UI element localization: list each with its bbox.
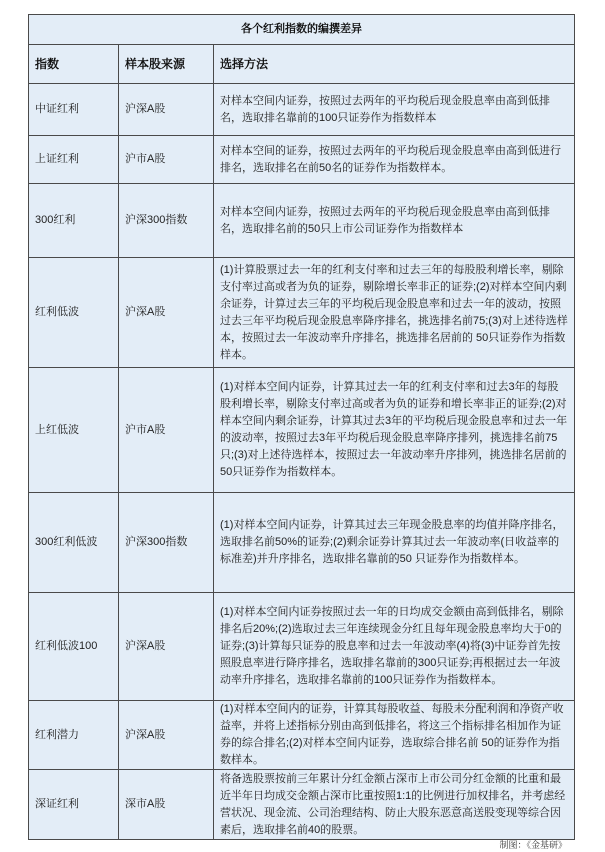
index-name: 红利低波100: [29, 593, 119, 701]
table-row: [29, 770, 575, 840]
table-row: [29, 368, 575, 493]
index-name: 深证红利: [29, 770, 119, 840]
sample-source: 沪深300指数: [119, 184, 214, 258]
table-row: [29, 593, 575, 701]
sample-source: 深市A股: [119, 770, 214, 840]
table-row: [29, 701, 575, 770]
sample-source: 沪深A股: [119, 84, 214, 136]
table-row: [29, 84, 575, 136]
header-row: [29, 45, 575, 84]
index-comparison-table: [28, 14, 575, 840]
selection-method: 对样本空间的证券，按照过去两年的平均税后现金股息率由高到低进行排名，选取排名在前50名的证券作为指数样本。: [214, 136, 575, 184]
selection-method: 对样本空间内证券，按照过去两年的平均税后现金股息率由高到低排名，选取排名前的50只上市公司证券作为指数样本: [214, 184, 575, 258]
index-name: 300红利低波: [29, 493, 119, 593]
table-title: 各个红利指数的编撰差异: [29, 15, 575, 45]
sample-source: 沪市A股: [119, 368, 214, 493]
index-name: 中证红利: [29, 84, 119, 136]
selection-method: (1)计算股票过去一年的红利支付率和过去三年的每股股利增长率，剔除支付率过高或者为负的证券，剔除增长率非正的证券;(2)对样本空间内剩余证券，计算过去三年的平均税后现金股息率和过去一年的波动，按照过去三年平均税后现金股息率降序排名，挑选排名前75;(3)对上述待选样本，按照过去一年波动率升序排名，挑选排名居前的 50只证券作为指数样本。: [214, 258, 575, 368]
table-row: [29, 184, 575, 258]
header-method: 选择方法: [214, 45, 575, 84]
index-name: 上红低波: [29, 368, 119, 493]
index-name: 300红利: [29, 184, 119, 258]
selection-method: 将备选股票按前三年累计分红金额占深市上市公司分红金额的比重和最近半年日均成交金额占深市比重按照1:1的比例进行加权排名，并考虑经营状况、现金流、公司治理结构、防止大股东恶意高送股变现等综合因素后，选取排名前40的股票。: [214, 770, 575, 840]
index-name: 红利潜力: [29, 701, 119, 770]
header-index: 指数: [29, 45, 119, 84]
sample-source: 沪深300指数: [119, 493, 214, 593]
header-source: 样本股来源: [119, 45, 214, 84]
table-row: [29, 136, 575, 184]
chart-credit: 制图：《金基研》: [499, 840, 567, 850]
table-row: [29, 258, 575, 368]
sample-source: 沪深A股: [119, 593, 214, 701]
selection-method: (1)对样本空间内证券按照过去一年的日均成交金额由高到低排名，剔除排名后20%;(2)选取过去三年连续现金分红且每年现金股息率均大于0的证券;(3)计算每只证券的股息率和过去一年波动率(4)将(3)中证券首先按照股息率进行降序排名，选取排名靠前的300只证券;再根据过去一年波动率升序排名，选取排名靠前的100只证券作为指数样本。: [214, 593, 575, 701]
sample-source: 沪市A股: [119, 136, 214, 184]
selection-method: (1)对样本空间内证券，计算其过去三年现金股息率的均值并降序排名，选取排名前50%的证券;(2)剩余证券计算其过去一年波动率(日收益率的标准差)并升序排名，选取排名靠前的50 只证券作为指数样本。: [214, 493, 575, 593]
selection-method: 对样本空间内证券，按照过去两年的平均税后现金股息率由高到低排名，选取排名靠前的100只证券作为指数样本: [214, 84, 575, 136]
index-name: 红利低波: [29, 258, 119, 368]
sample-source: 沪深A股: [119, 258, 214, 368]
selection-method: (1)对样本空间内的证券，计算其每股收益、每股未分配利润和净资产收益率，并将上述指标分别由高到低排名，将这三个指标排名相加作为证券的综合排名;(2)对样本空间内证券，选取综合排名前 50的证券作为指数样本。: [214, 701, 575, 770]
sample-source: 沪深A股: [119, 701, 214, 770]
selection-method: (1)对样本空间内证券，计算其过去一年的红利支付率和过去3年的每股股利增长率，剔除支付率过高或者为负的证券和增长率非正的证券;(2)对样本空间内剩余证券，计算其过去3年的平均税后现金股息率和过去一年的波动率，按照过去3年平均税后现金股息率降序排列，挑选排名前75只;(3)对上述待选样本，按照过去一年波动率升序排列，挑选排名居前的 50只证券作为指数样本。: [214, 368, 575, 493]
table-row: [29, 493, 575, 593]
index-name: 上证红利: [29, 136, 119, 184]
